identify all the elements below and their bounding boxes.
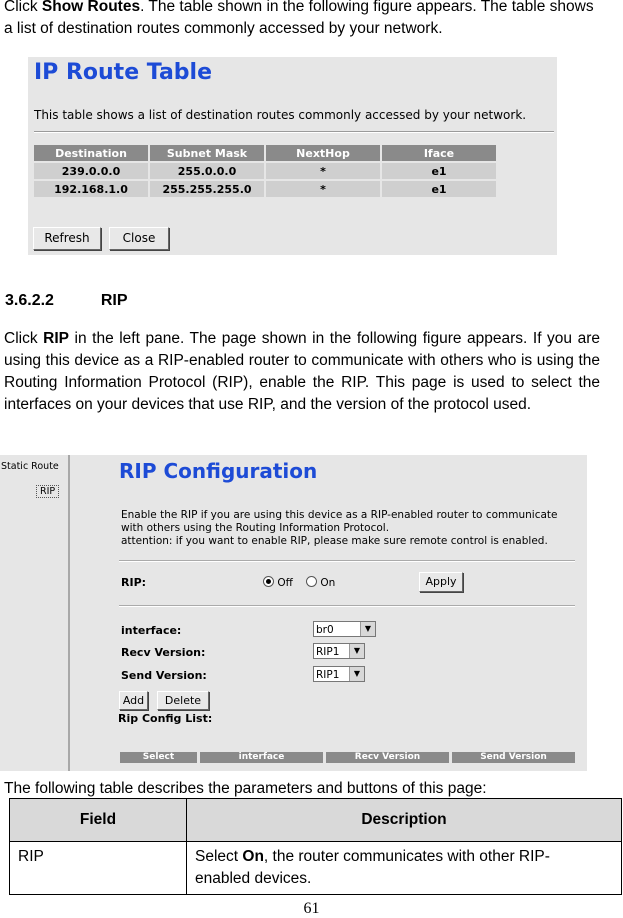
cell: * (266, 163, 380, 179)
route-table-header (34, 145, 496, 161)
sidebar-title: Static Route (1, 461, 59, 472)
add-button[interactable]: Add (119, 691, 148, 710)
rip-rest: in the left pane. The page shown in the following figure appears. If you are using this device as a RIP-enabled router to communicate with others who is using the Routing Information Protocol (RIP), enable the RIP. This page is used to select the interfaces on your devices that use RIP, and the version of the protocol used. (4, 330, 600, 413)
column-send-version: Send Version (452, 752, 575, 763)
section-title: RIP (100, 292, 128, 309)
desc-bold: On (242, 848, 264, 865)
table-row (34, 163, 496, 179)
column-recv-version: Recv Version (326, 752, 449, 763)
rip-config-list-label: Rip Config List: (118, 712, 213, 725)
cell: 255.255.255.0 (150, 181, 264, 197)
cell: * (266, 181, 380, 197)
sidebar-item-rip[interactable]: RIP (36, 485, 59, 498)
table-row (34, 181, 496, 197)
header-description: Description (187, 799, 622, 842)
interface-label: interface: (121, 624, 182, 637)
rip-configuration-screenshot (0, 455, 587, 771)
intro-bold: Show Routes (41, 0, 141, 15)
rip-on-option[interactable] (306, 576, 335, 589)
rip-description (121, 509, 558, 548)
chevron-down-icon: ▼ (349, 644, 364, 658)
interface-value: br0 (316, 624, 334, 636)
rip-title: RIP Configuration (119, 459, 318, 483)
sidebar (0, 455, 68, 771)
ip-route-table-screenshot (28, 57, 557, 255)
section-heading (5, 292, 128, 310)
parameter-table-header (10, 799, 622, 842)
intro-paragraph (4, 0, 601, 40)
send-version-value: RIP1 (316, 669, 340, 681)
recv-version-label: Recv Version: (121, 646, 206, 659)
divider (119, 560, 575, 562)
send-version-label: Send Version: (121, 669, 207, 682)
desc-line: Enable the RIP if you are using this device as a RIP-enabled router to communicate (121, 509, 558, 521)
apply-button[interactable]: Apply (419, 572, 463, 592)
radio-on[interactable] (306, 576, 317, 587)
desc-rest: , the router communicates with other RIP-enabled devices. (195, 848, 550, 887)
section-number: 3.6.2.2 (5, 292, 54, 309)
route-description: This table shows a list of destination routes commonly accessed by your network. (34, 108, 527, 122)
rip-label: RIP: (121, 576, 147, 589)
rip-off-option[interactable] (263, 576, 293, 589)
chevron-down-icon: ▼ (349, 667, 364, 681)
delete-button[interactable]: Delete (157, 691, 209, 710)
divider (34, 131, 554, 133)
intro-prefix: Click (4, 0, 42, 15)
close-button[interactable]: Close (109, 227, 169, 250)
desc-line: with others using the Routing Information Protocol. (121, 522, 390, 534)
table-intro: The following table describes the parameters and buttons of this page: (4, 780, 487, 797)
desc-line: attention: if you want to enable RIP, please make sure remote control is enabled. (121, 535, 548, 547)
radio-off[interactable] (263, 576, 274, 587)
rip-paragraph (4, 328, 600, 416)
cell: e1 (382, 163, 496, 179)
cell: e1 (382, 181, 496, 197)
column-subnet-mask: Subnet Mask (150, 145, 264, 161)
send-version-select[interactable] (313, 666, 365, 682)
interface-select[interactable] (313, 621, 376, 637)
divider (119, 605, 575, 607)
sidebar-divider (68, 455, 70, 771)
column-destination: Destination (34, 145, 148, 161)
description-cell (187, 842, 622, 895)
rip-prefix: Click (4, 330, 44, 347)
on-label: On (320, 577, 336, 589)
cell: 192.168.1.0 (34, 181, 148, 197)
refresh-button[interactable]: Refresh (33, 227, 101, 250)
table-row (10, 842, 622, 895)
parameter-table (9, 798, 622, 895)
rip-bold: RIP (43, 330, 69, 347)
column-iface: Iface (382, 145, 496, 161)
desc-prefix: Select (195, 848, 243, 865)
cell: 239.0.0.0 (34, 163, 148, 179)
route-table (32, 143, 498, 199)
off-label: Off (277, 577, 293, 589)
intro-rest: . The table shown in the following figure appears. The table shows a list of destination routes commonly accessed by your network. (4, 0, 594, 37)
route-title: IP Route Table (34, 60, 213, 85)
header-field: Field (10, 799, 187, 842)
recv-version-select[interactable] (313, 643, 365, 659)
page-number: 61 (303, 900, 320, 917)
recv-version-value: RIP1 (316, 646, 340, 658)
chevron-down-icon: ▼ (360, 622, 375, 636)
field-cell: RIP (10, 842, 187, 895)
cell: 255.0.0.0 (150, 163, 264, 179)
column-select: Select (120, 752, 197, 763)
column-nexthop: NextHop (266, 145, 380, 161)
column-interface: interface (200, 752, 323, 763)
